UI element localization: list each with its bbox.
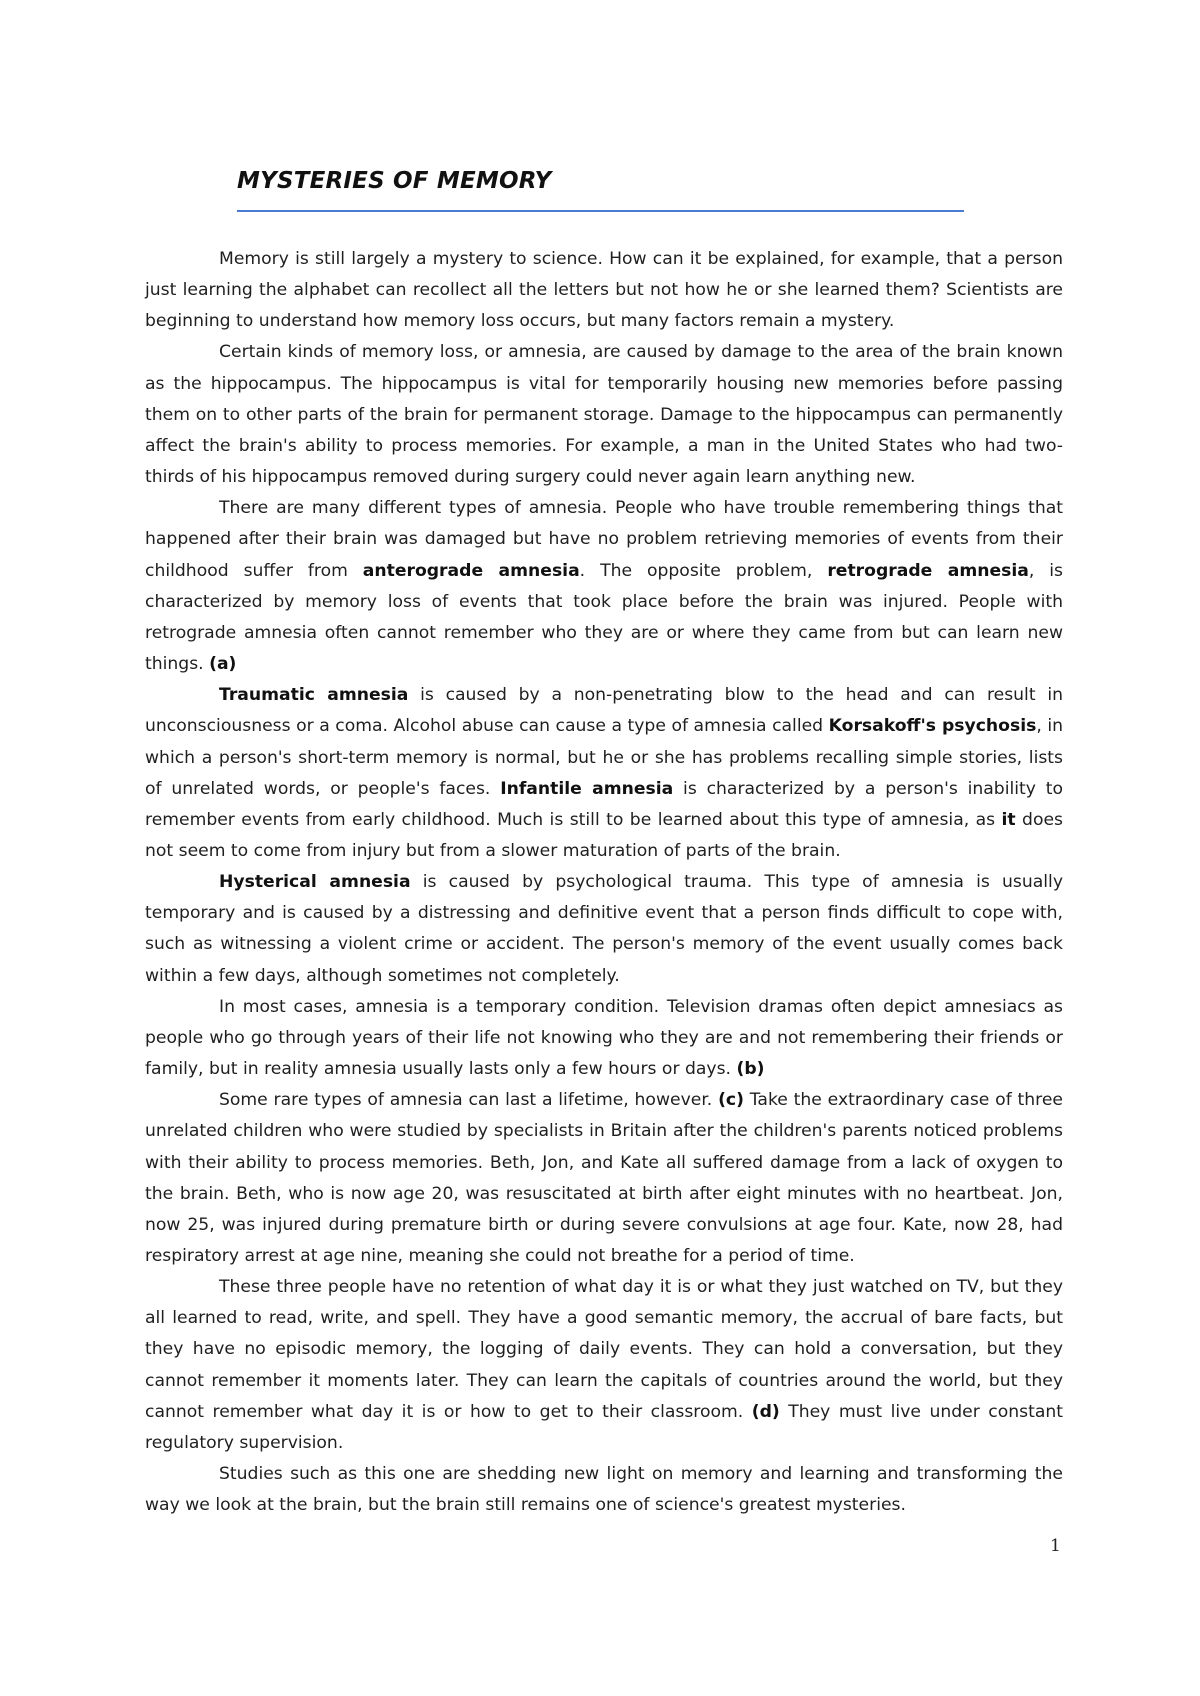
bold-term: (a) [209, 654, 237, 675]
bold-term: retrograde amnesia [827, 560, 1029, 581]
paragraph-text: Some rare types of amnesia can last a lifetime, however. [219, 1090, 719, 1111]
paragraph [145, 867, 1063, 992]
paragraph-text: There are many different types of amnesia. People who have trouble remembering things that happened after their brain was damaged but have no problem retrieving memories of events from their childhood suffer from [145, 498, 1063, 581]
paragraph [145, 244, 1063, 337]
paragraph [145, 1085, 1063, 1272]
paragraph-text: is caused by psychological trauma. This type of amnesia is usually temporary and is caused by a distressing and definitive event that a person finds difficult to cope with, such as witnessing a violent crime or accident. The person's memory of the event usually comes back within a few days, although sometimes not completely. [145, 872, 1064, 986]
paragraph-text: is caused by a non-penetrating blow to the head and can result in unconsciousness or a coma. Alcohol abuse can cause a type of amnesia called [145, 685, 1063, 737]
title-underline [237, 210, 964, 212]
paragraph-text: Take the extraordinary case of three unrelated children who were studied by specialists in Britain after the children's parents noticed problems with their ability to process memories. Beth, Jon, and Kate all suffered damage from a lack of oxygen to the brain. Beth, who is now age 20, was resuscitated at birth after eight minutes with no heartbeat. Jon, now 25, was injured during premature birth or during severe convulsions at age four. Kate, now 28, had respiratory arrest at age nine, meaning she could not breathe for a period of time. [145, 1090, 1064, 1266]
paragraph [145, 1272, 1063, 1459]
paragraph [145, 680, 1063, 867]
paragraph-text: They must live under constant regulatory supervision. [145, 1401, 1063, 1453]
bold-term: anterograde amnesia [362, 560, 580, 581]
bold-term: it [1001, 809, 1016, 830]
paragraph-text: , in which a person's short-term memory is normal, but he or she has problems recalling simple stories, lists of unrelated words, or people's faces. [145, 716, 1063, 799]
document-title: MYSTERIES OF MEMORY [237, 168, 552, 194]
bold-term: Infantile amnesia [500, 778, 674, 799]
document-body [145, 244, 1063, 1521]
paragraph-text: . The opposite problem, [579, 560, 828, 581]
bold-term: Hysterical amnesia [219, 872, 411, 893]
paragraph-text: Studies such as this one are shedding new light on memory and learning and transforming the way we look at the brain, but the brain still remains one of science's greatest mysteries. [145, 1464, 1063, 1516]
paragraph-text: Memory is still largely a mystery to science. How can it be explained, for example, that a person just learning the alphabet can recollect all the letters but not how he or she learned them? Scientists are beginning to understand how memory loss occurs, but many factors remain a mystery. [145, 249, 1063, 332]
paragraph-text: In most cases, amnesia is a temporary condition. Television dramas often depict amnesiacs as people who go through years of their life not knowing who they are and not remembering their friends or family, but in reality amnesia usually lasts only a few hours or days. [145, 996, 1063, 1080]
paragraph [145, 493, 1063, 680]
paragraph-text: does not seem to come from injury but from a slower maturation of parts of the brain. [145, 809, 1063, 861]
paragraph-text: These three people have no retention of what day it is or what they just watched on TV, but they all learned to read, write, and spell. They have a good semantic memory, the accrual of bare facts, but they have no episodic memory, the logging of daily events. They can hold a conversation, but they cannot remember it moments later. They can learn the capitals of countries around the world, but they cannot remember what day it is or how to get to their classroom. [145, 1277, 1063, 1422]
paragraph [145, 337, 1063, 493]
bold-term: Korsakoff's psychosis [828, 716, 1037, 737]
page-number: 1 [1050, 1536, 1061, 1556]
paragraph-text: is characterized by a person's inability to remember events from early childhood. Much is still to be learned about this type of amnesia, as [145, 778, 1063, 830]
paragraph-text: , is characterized by memory loss of events that took place before the brain was injured. People with retrograde amnesia often cannot remember who they are or where they came from but can learn new things. [145, 560, 1063, 675]
bold-term: (b) [736, 1059, 765, 1080]
paragraph [145, 1459, 1063, 1521]
bold-term: (d) [751, 1401, 780, 1422]
bold-term: Traumatic amnesia [219, 685, 409, 706]
paragraph [145, 992, 1063, 1085]
bold-term: (c) [718, 1090, 744, 1111]
paragraph-text: Certain kinds of memory loss, or amnesia, are caused by damage to the area of the brain known as the hippocampus. The hippocampus is vital for temporarily housing new memories before passing them on to other parts of the brain for permanent storage. Damage to the hippocampus can permanently affect the brain's ability to process memories. For example, a man in the United States who had two-thirds of his hippocampus removed during surgery could never again learn anything new. [145, 342, 1063, 488]
